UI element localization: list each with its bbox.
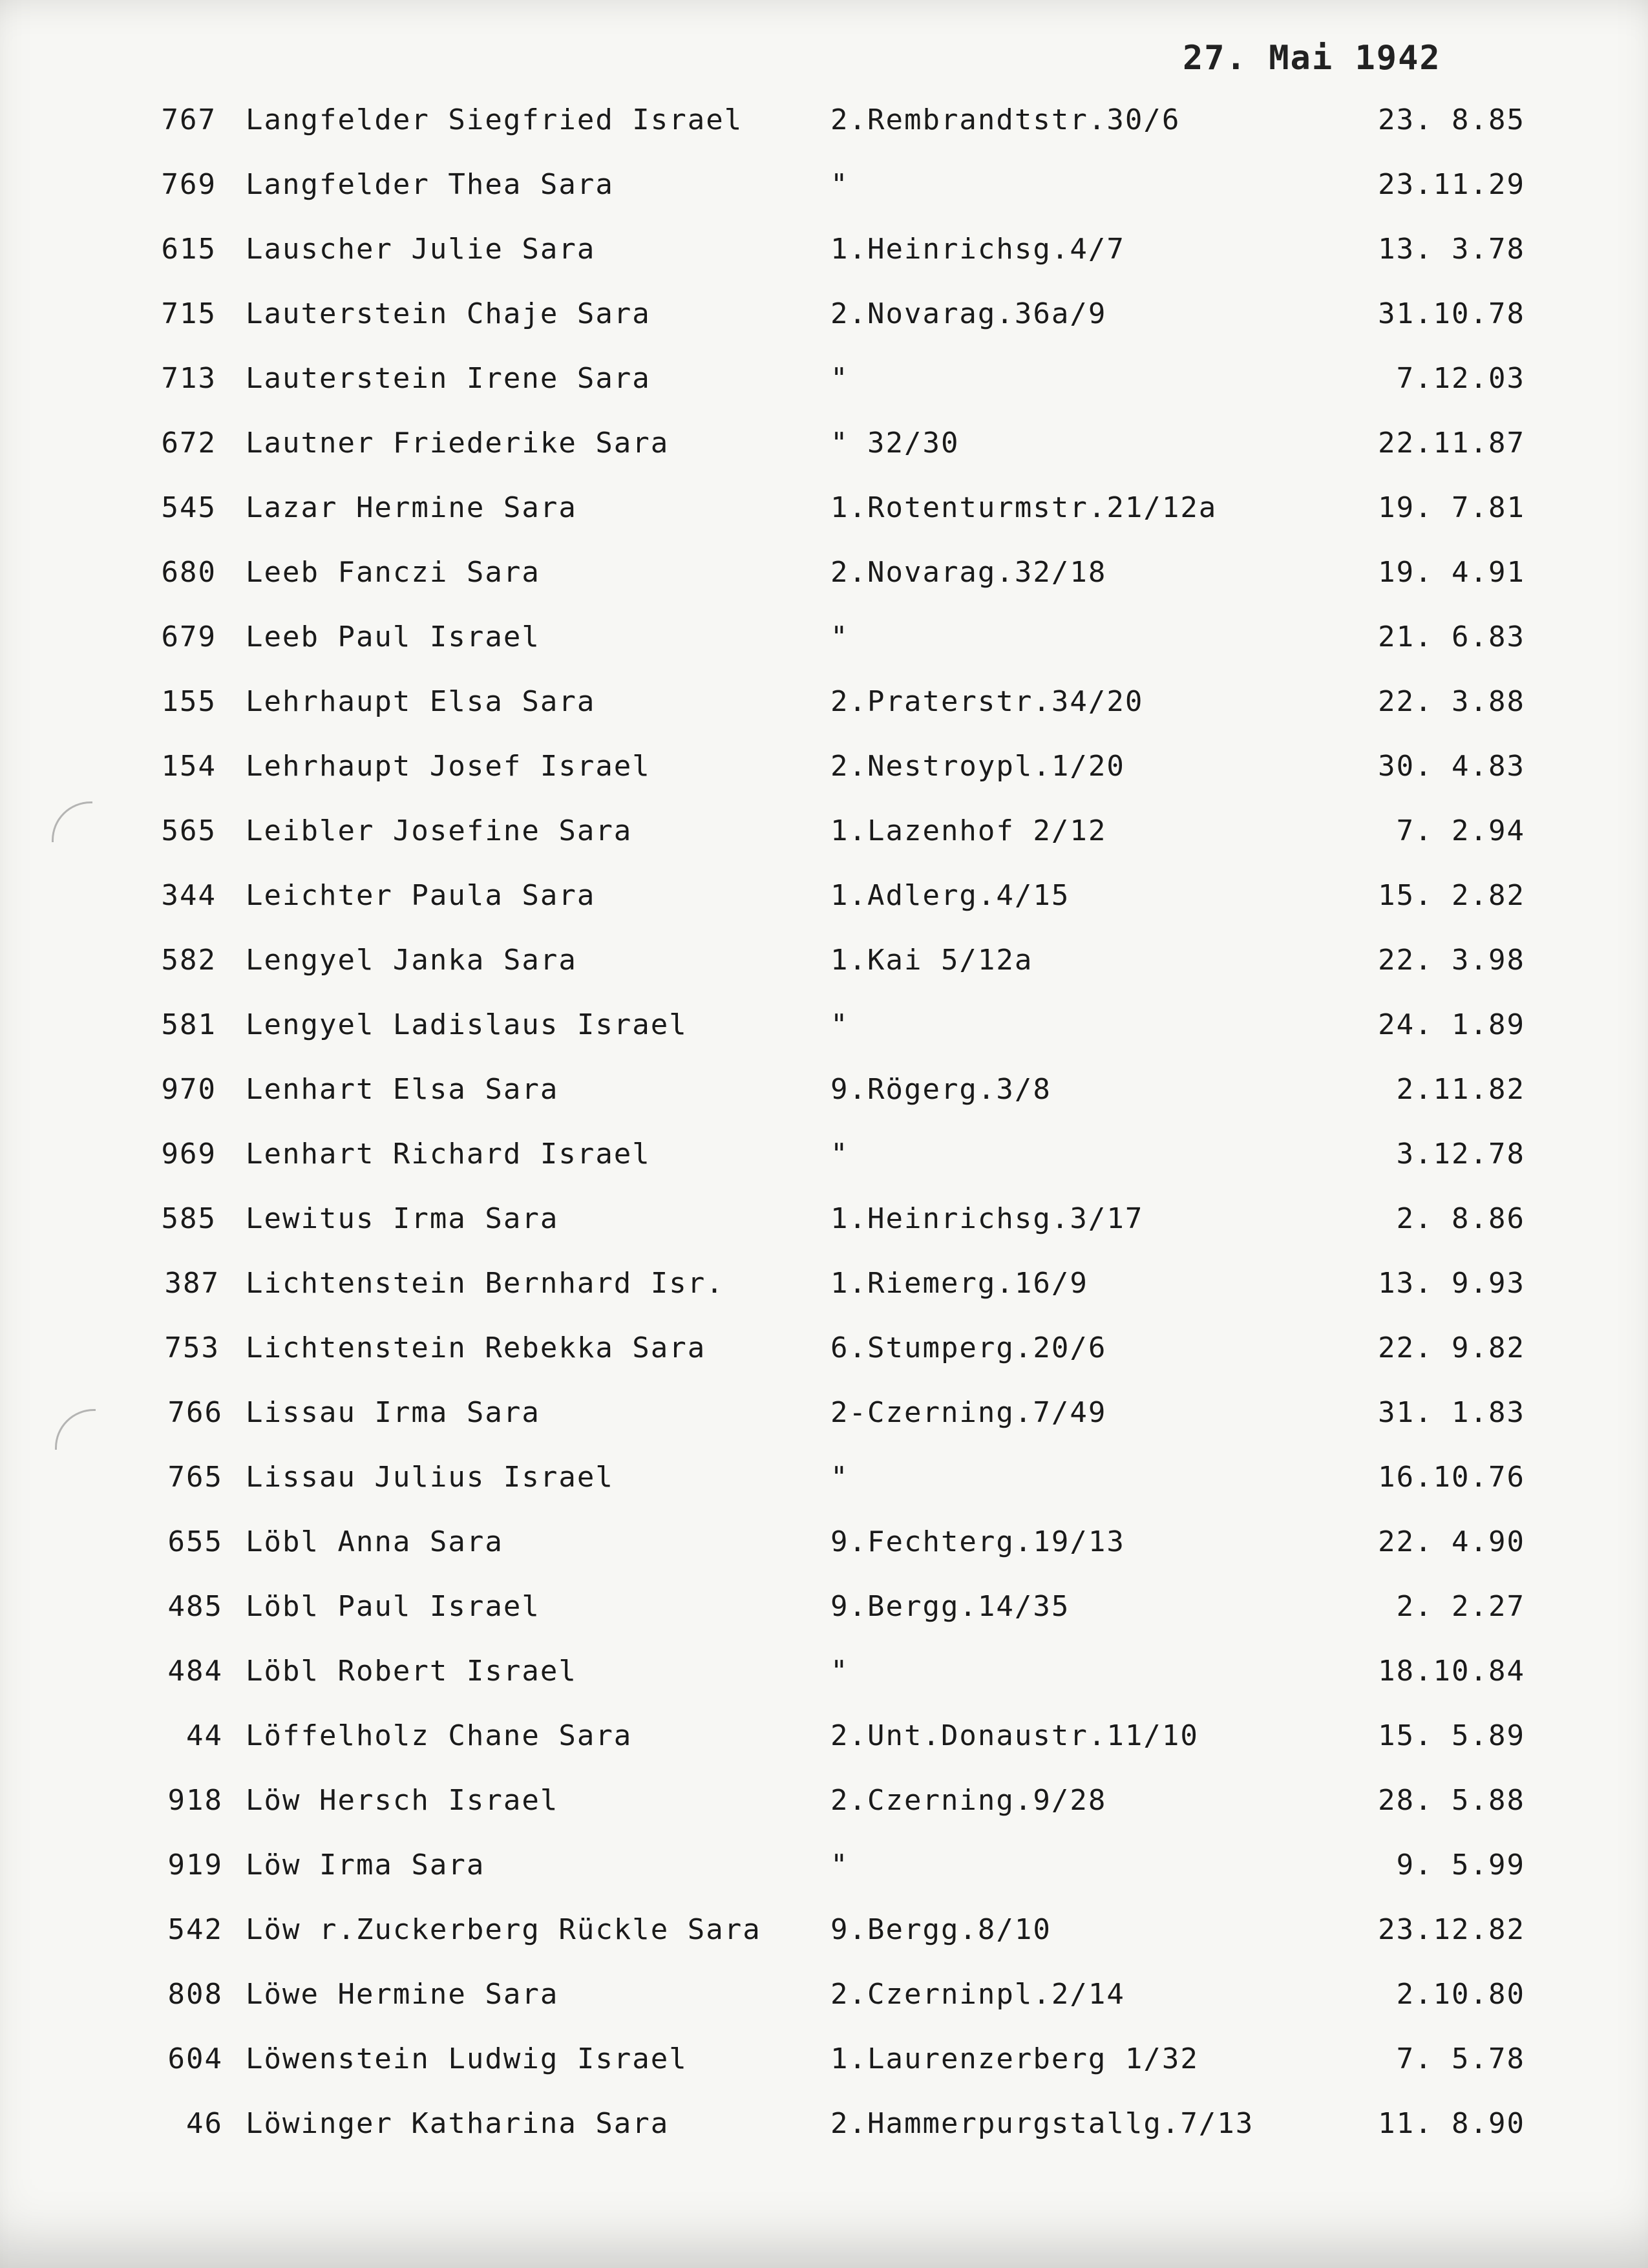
address: " 32/30 [830,427,960,460]
list-number: 679 [161,620,217,653]
list-number: 604 [167,2042,223,2075]
table-row [0,1461,1648,1512]
list-number: 918 [167,1784,223,1817]
birth-date: 28. 5.88 [1378,1784,1525,1817]
list-number: 46 [186,2107,223,2140]
table-row [0,1784,1648,1836]
person-name: Langfelder Thea Sara [246,168,614,201]
list-number: 765 [167,1461,223,1494]
person-name: Lissau Julius Israel [246,1461,614,1494]
list-number: 969 [161,1138,217,1171]
table-row [0,1719,1648,1771]
table-row [0,1525,1648,1577]
birth-date: 7.12.03 [1396,362,1525,395]
table-row [0,362,1648,414]
birth-date: 30. 4.83 [1378,750,1525,783]
birth-date: 22. 4.90 [1378,1525,1525,1558]
person-name: Löbl Anna Sara [246,1525,503,1558]
address: 1.Heinrichsg.4/7 [830,233,1125,266]
address: 9.Rögerg.3/8 [830,1073,1051,1106]
person-name: Lehrhaupt Elsa Sara [246,685,596,718]
birth-date: 2.10.80 [1396,1978,1525,2011]
table-row [0,1331,1648,1383]
address: " [830,362,849,395]
person-name: Lenhart Richard Israel [246,1138,651,1171]
date-stamp: 27. Mai 1942 [1183,39,1441,78]
address: 2.Novarag.36a/9 [830,297,1107,330]
list-number: 344 [161,879,217,912]
person-name: Lehrhaupt Josef Israel [246,750,651,783]
list-number: 585 [161,1202,217,1235]
list-number: 582 [161,944,217,977]
address: 2.Czerning.9/28 [830,1784,1107,1817]
address: " [830,620,849,653]
address: 2.Nestroypl.1/20 [830,750,1125,783]
person-name: Lenhart Elsa Sara [246,1073,559,1106]
birth-date: 22.11.87 [1378,427,1525,460]
table-row [0,1202,1648,1254]
address: 9.Bergg.8/10 [830,1913,1051,1946]
address: " [830,1461,849,1494]
address: 9.Bergg.14/35 [830,1590,1070,1623]
person-name: Löbl Paul Israel [246,1590,540,1623]
birth-date: 13. 9.93 [1378,1267,1525,1300]
address: 2.Czerninpl.2/14 [830,1978,1125,2011]
address: " [830,1849,849,1881]
list-number: 970 [161,1073,217,1106]
list-number: 581 [161,1008,217,1041]
table-row [0,1396,1648,1448]
birth-date: 22. 3.98 [1378,944,1525,977]
person-name: Lichtenstein Bernhard Isr. [246,1267,724,1300]
person-name: Löw r.Zuckerberg Rückle Sara [246,1913,761,1946]
table-row [0,944,1648,995]
address: 1.Adlerg.4/15 [830,879,1070,912]
person-name: Lengyel Ladislaus Israel [246,1008,688,1041]
table-row [0,685,1648,737]
person-name: Leichter Paula Sara [246,879,596,912]
list-number: 680 [161,556,217,589]
birth-date: 9. 5.99 [1396,1849,1525,1881]
person-name: Lauterstein Chaje Sara [246,297,651,330]
person-name: Lichtenstein Rebekka Sara [246,1331,706,1364]
table-row [0,1655,1648,1706]
table-row [0,556,1648,608]
birth-date: 23.11.29 [1378,168,1525,201]
birth-date: 15. 2.82 [1378,879,1525,912]
list-number: 154 [161,750,217,783]
list-number: 565 [161,814,217,847]
birth-date: 22. 9.82 [1378,1331,1525,1364]
person-name: Löwinger Katharina Sara [246,2107,670,2140]
list-number: 713 [161,362,217,395]
birth-date: 23.12.82 [1378,1913,1525,1946]
person-name: Löw Hersch Israel [246,1784,559,1817]
person-name: Löw Irma Sara [246,1849,485,1881]
birth-date: 31.10.78 [1378,297,1525,330]
address: 2.Rembrandtstr.30/6 [830,103,1181,136]
birth-date: 21. 6.83 [1378,620,1525,653]
table-row [0,1267,1648,1319]
list-number: 542 [167,1913,223,1946]
birth-date: 2. 8.86 [1396,1202,1525,1235]
table-row [0,1590,1648,1642]
address: 2.Hammerpurgstallg.7/13 [830,2107,1254,2140]
address: 2.Novarag.32/18 [830,556,1107,589]
table-row [0,491,1648,543]
address: " [830,1138,849,1171]
table-row [0,1849,1648,1900]
person-name: Lissau Irma Sara [246,1396,540,1429]
address: " [830,1008,849,1041]
list-number: 655 [167,1525,223,1558]
birth-date: 22. 3.88 [1378,685,1525,718]
list-number: 387 [164,1267,220,1300]
birth-date: 3.12.78 [1396,1138,1525,1171]
table-row [0,750,1648,801]
list-number: 545 [161,491,217,524]
person-name: Lazar Hermine Sara [246,491,577,524]
address: " [830,1655,849,1688]
address: 6.Stumperg.20/6 [830,1331,1107,1364]
birth-date: 18.10.84 [1378,1655,1525,1688]
list-number: 769 [161,168,217,201]
table-row [0,297,1648,349]
birth-date: 7. 2.94 [1396,814,1525,847]
table-row [0,168,1648,220]
table-row [0,1008,1648,1060]
birth-date: 31. 1.83 [1378,1396,1525,1429]
person-name: Leeb Paul Israel [246,620,540,653]
table-row [0,233,1648,284]
table-row [0,1138,1648,1189]
list-number: 484 [167,1655,223,1688]
address: 1.Lazenhof 2/12 [830,814,1107,847]
address: 1.Rotenturmstr.21/12a [830,491,1218,524]
list-number: 44 [186,1719,223,1752]
list-number: 485 [167,1590,223,1623]
person-name: Lengyel Janka Sara [246,944,577,977]
list-number: 766 [167,1396,223,1429]
address: 9.Fechterg.19/13 [830,1525,1125,1558]
person-name: Lauscher Julie Sara [246,233,596,266]
address: 2.Unt.Donaustr.11/10 [830,1719,1199,1752]
table-row [0,2107,1648,2159]
list-number: 919 [167,1849,223,1881]
table-row [0,1978,1648,2030]
person-name: Leeb Fanczi Sara [246,556,540,589]
person-name: Lautner Friederike Sara [246,427,670,460]
list-number: 753 [164,1331,220,1364]
address: 1.Kai 5/12a [830,944,1033,977]
address: 2-Czerning.7/49 [830,1396,1107,1429]
table-row [0,2042,1648,2094]
address: 1.Laurenzerberg 1/32 [830,2042,1199,2075]
person-name: Löbl Robert Israel [246,1655,577,1688]
person-name: Lewitus Irma Sara [246,1202,559,1235]
address: " [830,168,849,201]
birth-date: 16.10.76 [1378,1461,1525,1494]
list-number: 715 [161,297,217,330]
person-name: Löffelholz Chane Sara [246,1719,633,1752]
table-row [0,1073,1648,1125]
birth-date: 19. 4.91 [1378,556,1525,589]
table-row [0,814,1648,866]
table-row [0,103,1648,155]
person-name: Leibler Josefine Sara [246,814,633,847]
birth-date: 2.11.82 [1396,1073,1525,1106]
birth-date: 7. 5.78 [1396,2042,1525,2075]
table-row [0,1913,1648,1965]
table-row [0,620,1648,672]
list-number: 615 [161,233,217,266]
list-number: 767 [161,103,217,136]
list-number: 155 [161,685,217,718]
table-row [0,879,1648,931]
person-name: Löwenstein Ludwig Israel [246,2042,688,2075]
list-number: 808 [167,1978,223,2011]
birth-date: 24. 1.89 [1378,1008,1525,1041]
list-number: 672 [161,427,217,460]
person-name: Langfelder Siegfried Israel [246,103,743,136]
person-name: Löwe Hermine Sara [246,1978,559,2011]
address: 2.Praterstr.34/20 [830,685,1144,718]
birth-date: 13. 3.78 [1378,233,1525,266]
birth-date: 2. 2.27 [1396,1590,1525,1623]
address: 1.Riemerg.16/9 [830,1267,1088,1300]
table-row [0,427,1648,478]
person-name: Lauterstein Irene Sara [246,362,651,395]
birth-date: 15. 5.89 [1378,1719,1525,1752]
birth-date: 11. 8.90 [1378,2107,1525,2140]
address: 1.Heinrichsg.3/17 [830,1202,1144,1235]
birth-date: 23. 8.85 [1378,103,1525,136]
birth-date: 19. 7.81 [1378,491,1525,524]
